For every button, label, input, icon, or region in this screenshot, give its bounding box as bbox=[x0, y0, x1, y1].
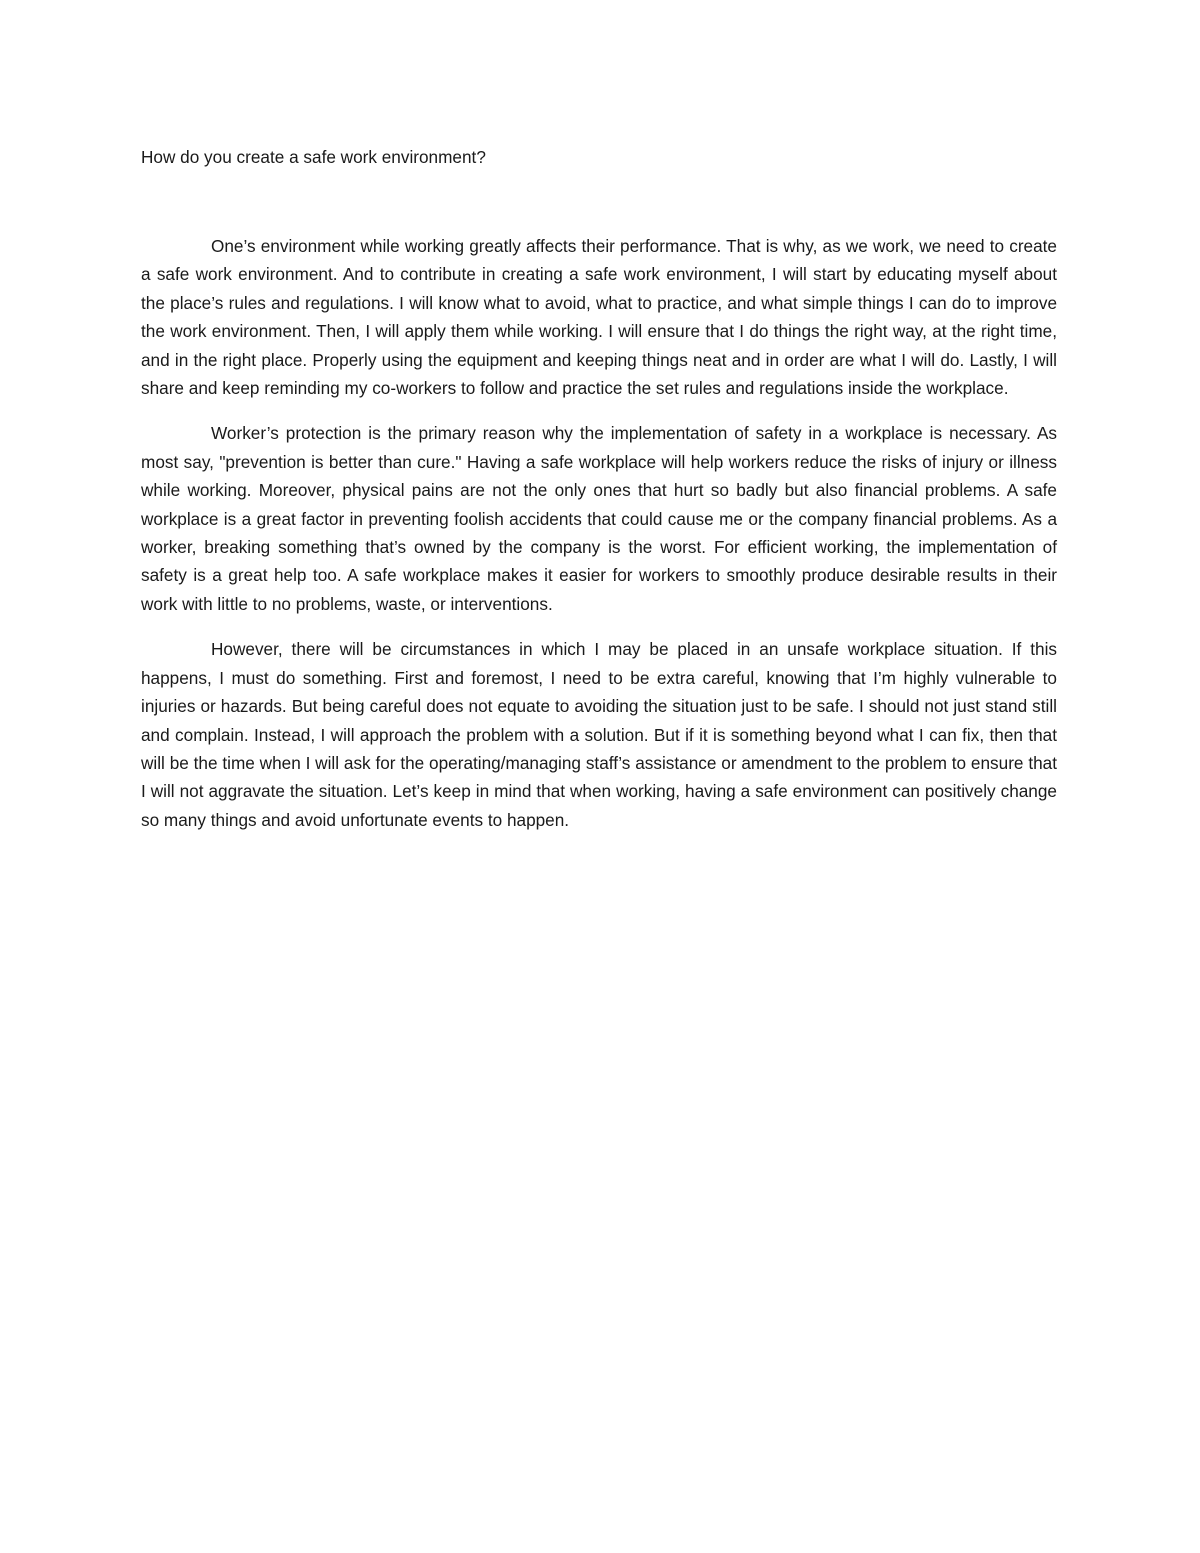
paragraph-3: However, there will be circumstances in which I may be placed in an unsafe workplace situation. If this happens, I must do something. First and foremost, I need to be extra careful, knowing that I’m highly vulnerable to injuries or hazards. But being careful does not equate to avoiding the situation just to be safe. I should not just stand still and complain. Instead, I will approach the problem with a solution. But if it is something beyond what I can fix, then that will be the time when I will ask for the operating/managing staff’s assistance or amendment to the problem to ensure that I will not aggravate the situation. Let’s keep in mind that when working, having a safe environment can positively change so many things and avoid unfortunate events to happen. bbox=[141, 639, 1057, 830]
paragraph-2: Worker’s protection is the primary reason why the implementation of safety in a workplace is necessary. As most say, "prevention is better than cure." Having a safe workplace will help workers reduce the risks of injury or illness while working. Moreover, physical pains are not the only ones that hurt so badly but also financial problems. A safe workplace is a great factor in preventing foolish accidents that could cause me or the company financial problems. As a worker, breaking something that’s owned by the company is the worst. For efficient working, the implementation of safety is a great help too. A safe workplace makes it easier for workers to smoothly produce desirable results in their work with little to no problems, waste, or interventions. bbox=[141, 423, 1057, 614]
document-body bbox=[141, 232, 1057, 834]
paragraph-1: One’s environment while working greatly affects their performance. That is why, as we work, we need to create a safe work environment. And to contribute in creating a safe work environment, I will start by educating myself about the place’s rules and regulations. I will know what to avoid, what to practice, and what simple things I can do to improve the work environment. Then, I will apply them while working. I will ensure that I do things the right way, at the right time, and in the right place. Properly using the equipment and keeping things neat and in order are what I will do. Lastly, I will share and keep reminding my co-workers to follow and practice the set rules and regulations inside the workplace. bbox=[141, 236, 1057, 399]
document-content bbox=[141, 143, 1057, 851]
document-title: How do you create a safe work environment? bbox=[141, 147, 486, 167]
